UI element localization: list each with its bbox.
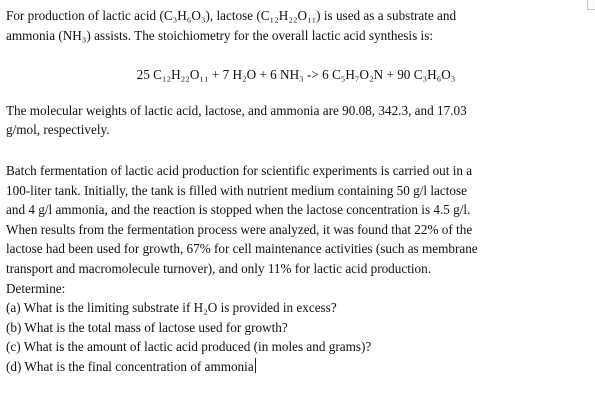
determine-label: Determine:: [6, 280, 66, 296]
question-d: (d) What is the final concentration of ammonia: [6, 358, 254, 374]
fermentation-line: and 4 g/l ammonia, and the reaction is stopped when the lactose concentration is 4.5 g/l.: [6, 202, 471, 218]
document-body[interactable]: [6, 6, 586, 377]
molecular-weights-line-1: The molecular weights of lactic acid, lactose, and ammonia are 90.08, 342.3, and 17.03: [6, 102, 467, 118]
question-d-line: [6, 357, 586, 377]
fermentation-line: 100-liter tank. Initially, the tank is filled with nutrient medium containing 50 g/l lactose: [6, 182, 467, 198]
stoichiometry-equation: 25 C₁₂H₂₂O₁₁ + 7 H₂O + 6 NH₃ -> 6 C₅H₇O₂N + 90 C₃H₆O₃: [136, 67, 456, 83]
intro-line-2: ammonia (NH₃) assists. The stoichiometry for the overall lactic acid synthesis is:: [6, 27, 433, 43]
molecular-weights-line-2: g/mol, respectively.: [6, 122, 110, 138]
fermentation-line: Batch fermentation of lactic acid production for scientific experiments is carried out in a: [6, 162, 473, 178]
intro-line-1: For production of lactic acid (C₃H₆O₃), lactose (C₁₂H₂₂O₁₁) is used as a substrate and: [6, 8, 457, 23]
fermentation-line: transport and macromolecule turnover), and only 11% for lactic acid production.: [6, 260, 432, 276]
fermentation-paragraph: [6, 161, 586, 279]
corner-fold-icon: [587, 0, 595, 10]
text-cursor: [255, 358, 256, 373]
question-c: (c) What is the amount of lactic acid produced (in moles and grams)?: [6, 339, 372, 355]
question-a: (a) What is the limiting substrate if H₂O is provided in excess?: [6, 300, 337, 316]
question-b: (b) What is the total mass of lactose used for growth?: [6, 319, 288, 335]
fermentation-line: lactose had been used for growth, 67% for cell maintenance activities (such as membrane: [6, 241, 478, 257]
fermentation-line: When results from the fermentation process were analyzed, it was found that 22% of the: [6, 221, 473, 237]
